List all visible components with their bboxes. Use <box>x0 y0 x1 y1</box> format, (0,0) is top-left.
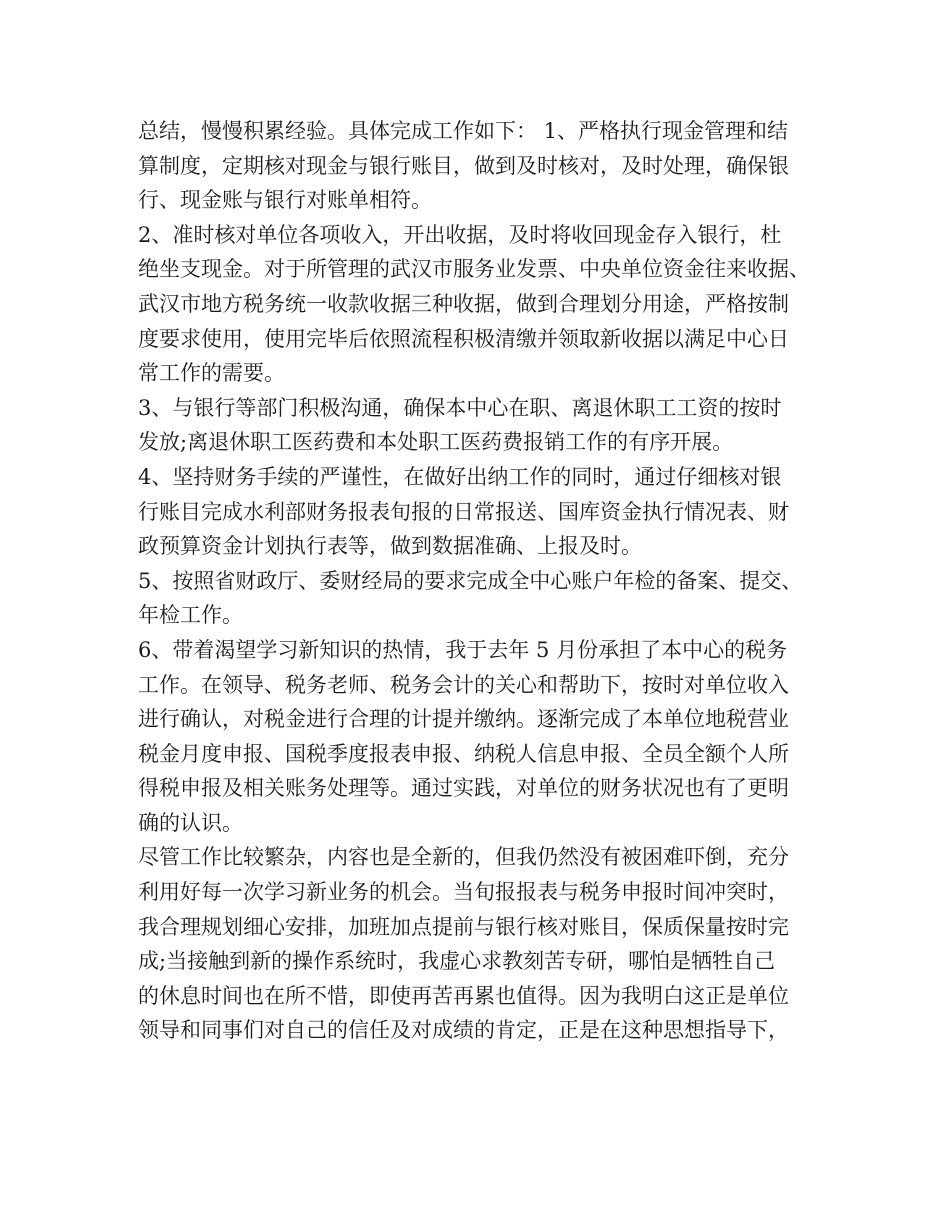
text-line-16: 6、带着渴望学习新知识的热情，我于去年 5 月份承担了本中心的税务 <box>138 637 788 662</box>
text-line-18: 进行确认，对税金进行合理的计提并缴纳。逐渐完成了本单位地税营业 <box>138 707 789 732</box>
text-line-7: 度要求使用，使用完毕后依照流程积极清缴并领取新收据以满足中心日 <box>138 326 789 351</box>
text-line-22: 尽管工作比较繁杂，内容也是全新的，但我仍然没有被困难吓倒，充分 <box>138 845 789 870</box>
text-line-15: 年检工作。 <box>138 603 243 628</box>
text-line-6: 武汉市地方税务统一收款收据三种收据，做到合理划分用途，严格按制 <box>138 291 789 316</box>
text-line-9: 3、与银行等部门积极沟通，确保本中心在职、离退休职工工资的按时 <box>138 395 782 420</box>
text-line-26: 的休息时间也在所不惜，即使再苦再累也值得。因为我明白这正是单位 <box>138 983 789 1008</box>
text-line-3: 行、现金账与银行对账单相符。 <box>138 188 432 213</box>
text-line-10: 发放;离退休职工医药费和本处职工医药费报销工作的有序开展。 <box>138 430 734 455</box>
text-line-1: 总结，慢慢积累经验。具体完成工作如下： 1、严格执行现金管理和结 <box>138 119 789 143</box>
text-line-23: 利用好每一次学习新业务的机会。当旬报报表与税务申报时间冲突时， <box>138 880 789 905</box>
text-line-13: 政预算资金计划执行表等，做到数据准确、上报及时。 <box>138 534 642 559</box>
text-line-8: 常工作的需要。 <box>138 361 285 386</box>
text-line-24: 我合理规划细心安排，加班加点提前与银行核对账目，保质保量按时完 <box>138 914 789 939</box>
text-line-27: 领导和同事们对自己的信任及对成绩的肯定，正是在这种思想指导下， <box>138 1018 789 1043</box>
text-line-11: 4、坚持财务手续的严谨性，在做好出纳工作的同时，通过仔细核对银 <box>138 464 782 489</box>
text-line-4: 2、准时核对单位各项收入，开出收据，及时将收回现金存入银行，杜 <box>138 222 782 247</box>
text-line-12: 行账目完成水利部财务报表旬报的日常报送、国库资金执行情况表、财 <box>138 499 789 524</box>
text-line-17: 工作。在领导、税务老师、税务会计的关心和帮助下，按时对单位收入 <box>138 672 789 697</box>
text-line-20: 得税申报及相关账务处理等。通过实践，对单位的财务状况也有了更明 <box>138 776 789 801</box>
text-line-21: 确的认识。 <box>138 810 243 835</box>
text-line-14: 5、按照省财政厅、委财经局的要求完成全中心账户年检的备案、提交、 <box>138 568 803 593</box>
text-line-19: 税金月度申报、国税季度报表申报、纳税人信息申报、全员全额个人所 <box>138 741 789 766</box>
text-line-2: 算制度，定期核对现金与银行账目，做到及时核对，及时处理，确保银 <box>138 153 789 178</box>
text-line-25: 成;当接触到新的操作系统时，我虚心求教刻苦专研，哪怕是牺牲自己 <box>138 949 776 974</box>
document-body <box>138 114 828 1048</box>
text-line-5: 绝坐支现金。对于所管理的武汉市服务业发票、中央单位资金往来收据、 <box>138 257 810 282</box>
